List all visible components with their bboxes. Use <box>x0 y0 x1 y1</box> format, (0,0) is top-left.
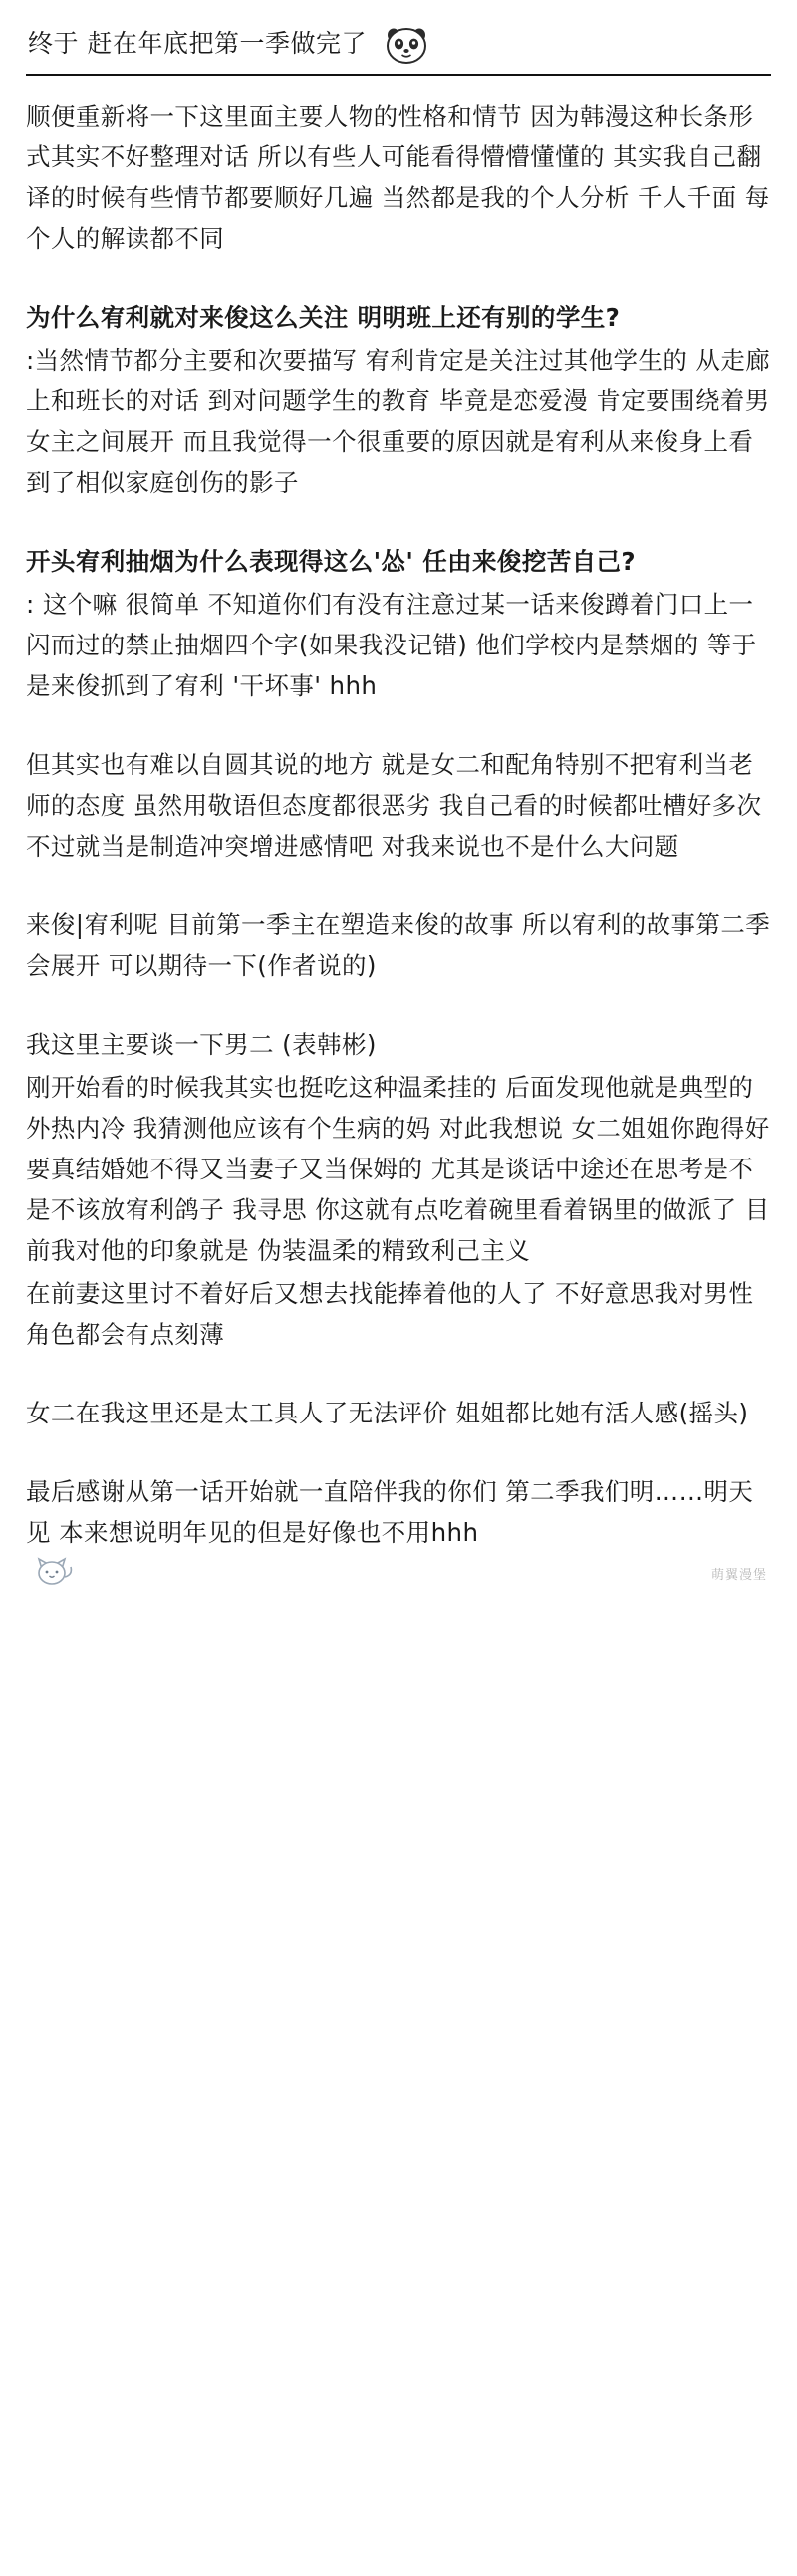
question-1: 为什么宥利就对来俊这么关注 明明班上还有别的学生? <box>26 303 621 332</box>
closing-paragraph-1: 女二在我这里还是太工具人了无法评价 姐姐都比她有活人感(摇头) <box>26 1399 749 1427</box>
answer-1: :当然情节都分主要和次要描写 宥利肯定是关注过其他学生的 从走廊上和班长的对话 到对问题学生的教育 毕竟是恋爱漫 肯定要围绕着男女主之间展开 而且我觉得一个很重要的原因就是宥利从来俊身上看到了相似家庭创伤的影子 <box>26 346 771 497</box>
section-body-2: 在前妻这里讨不着好后又想去找能捧着他的人了 不好意思我对男性角色都会有点刻薄 <box>26 1279 754 1349</box>
paragraph-1: 但其实也有难以自圆其说的地方 就是女二和配角特别不把宥利当老师的态度 虽然用敬语但态度都很恶劣 我自己看的时候都吐槽好多次 不过就当是制造冲突增进感情吧 对我来说也不是什么大问题 <box>26 750 762 861</box>
panda-sticker-icon <box>381 24 432 64</box>
closing-paragraph-2: 最后感谢从第一话开始就一直陪伴我的你们 第二季我们明……明天见 本来想说明年见的但是好像也不用hhh <box>26 1477 754 1547</box>
section-body: 刚开始看的时候我其实也挺吃这种温柔挂的 后面发现他就是典型的外热内冷 我猜测他应该有个生病的妈 对此我想说 女二姐姐你跑得好 要真结婚她不得又当妻子又当保姆的 尤其是谈话中途还在思考是不是不该放宥利鸽子 我寻思 你这就有点吃着碗里看着锅里的做派了 目前我对他的印象就是 伪装温柔的精致利己主义 <box>26 1073 770 1265</box>
cat-sticker-icon <box>32 1553 78 1587</box>
closing-block <box>26 1471 771 1587</box>
document-title-row <box>28 24 771 64</box>
section-heading: 我这里主要谈一下男二 (表韩彬) <box>26 1030 377 1059</box>
watermark: 萌翼漫堡 <box>710 1568 767 1583</box>
intro-paragraph: 顺便重新将一下这里面主要人物的性格和情节 因为韩漫这种长条形式其实不好整理对话 所以有些人可能看得懵懵懂懂的 其实我自己翻译的时候有些情节都要顺好几遍 当然都是我的个人分析 千人千面 每个人的解读都不同 <box>26 102 770 253</box>
paragraph-2: 来俊|宥利呢 目前第一季主在塑造来俊的故事 所以宥利的故事第二季会展开 可以期待一下(作者说的) <box>26 910 771 980</box>
answer-2: : 这个嘛 很简单 不知道你们有没有注意过某一话来俊蹲着门口上一闪而过的禁止抽烟四个字(如果我没记错) 他们学校内是禁烟的 等于是来俊抓到了宥利 '干坏事' hhh <box>26 590 757 700</box>
question-2: 开头宥利抽烟为什么表现得这么'怂' 任由来俊挖苦自己? <box>26 547 637 576</box>
page-title: 终于 赶在年底把第一季做完了 <box>28 29 367 58</box>
divider <box>26 74 771 76</box>
